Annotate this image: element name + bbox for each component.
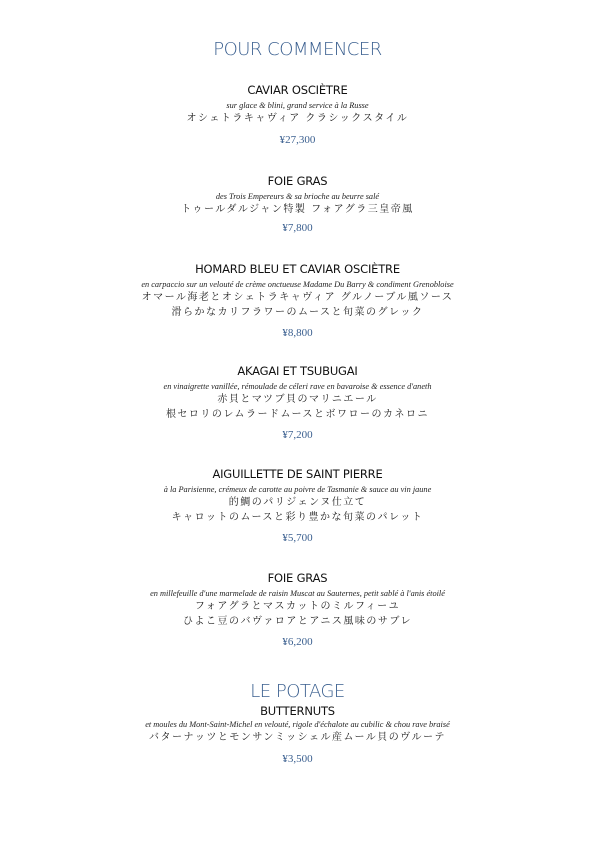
dish-description-japanese: 滑らかなカリフラワーのムースと旬菜のグレック (171, 307, 424, 318)
dish-price: ¥7,200 (282, 429, 313, 441)
dish-description-japanese: 根セロリのレムラードムースとボワローのカネロニ (165, 409, 430, 420)
dish-description-japanese: トゥールダルジャン特製 フォアグラ三皇帝風 (181, 204, 414, 215)
dish-price: ¥6,200 (282, 636, 313, 648)
dish-description-japanese: フォアグラとマスカットのミルフィーユ (194, 601, 401, 612)
dish-price: ¥3,500 (282, 753, 313, 765)
dish-name: FOIE GRAS (267, 571, 328, 585)
dish-description-french: à la Parisienne, crémeux de carotte au poivre de Tasmanie & sauce au vin jaune (163, 485, 432, 494)
dish-price: ¥7,800 (282, 222, 313, 234)
dish-butternuts (0, 704, 595, 766)
dish-price: ¥8,800 (282, 327, 313, 339)
dish-price: ¥5,700 (282, 532, 313, 544)
dish-description-french: en carpaccio sur un velouté de crème onctueuse Madame Du Barry & condiment Grenobloise (141, 280, 454, 289)
dish-description-japanese: バターナッツとモンサンミッシェル産ムール貝のヴルーテ (149, 732, 446, 743)
dish-name: CAVIAR OSCIÈTRE (247, 83, 348, 97)
dish-description-japanese: オシェトラキャヴィア クラシックスタイル (186, 113, 409, 124)
dish-description-japanese: 的鯛のパリジェンヌ仕立て (228, 497, 367, 508)
dish-foie-gras-1 (0, 174, 595, 235)
dish-description-french: en millefeuille d'une marmelade de raisin Muscat au Sauternes, petit sablé à l'anis étoilé (150, 589, 445, 598)
dish-description-french: en vinaigrette vanillée, rémoulade de céleri rave en bavaroise & essence d'aneth (163, 382, 432, 391)
section-title-le-potage: LE POTAGE (250, 681, 345, 702)
dish-name: FOIE GRAS (267, 174, 328, 188)
dish-name: BUTTERNUTS (260, 704, 335, 718)
dish-name: AIGUILLETTE DE SAINT PIERRE (212, 467, 383, 481)
dish-description-japanese: 赤貝とマツブ貝のマリニエール (217, 394, 378, 405)
dish-aiguillette-saint-pierre (0, 467, 595, 545)
dish-description-japanese: ひよこ豆のバヴァロアとアニス風味のサブレ (183, 616, 412, 627)
dish-description-japanese: オマール海老とオシェトラキャヴィア グルノーブル風ソース (141, 292, 454, 303)
dish-homard-bleu (0, 262, 595, 340)
section-title-pour-commencer: POUR COMMENCER (213, 39, 382, 60)
dish-foie-gras-2 (0, 571, 595, 649)
dish-name: HOMARD BLEU ET CAVIAR OSCIÈTRE (195, 262, 400, 276)
dish-akagai-tsubugai (0, 364, 595, 442)
dish-caviar-oscietre (0, 83, 595, 147)
dish-description-french: sur glace & blini, grand service à la Russe (226, 101, 369, 110)
dish-price: ¥27,300 (279, 134, 316, 146)
dish-description-french: et moules du Mont-Saint-Michel en velouté, rigole d'échalote au cubilic & chou rave braisé (145, 720, 450, 729)
dish-description-french: des Trois Empereurs & sa brioche au beurre salé (215, 192, 380, 201)
dish-name: AKAGAI ET TSUBUGAI (237, 364, 358, 378)
dish-description-japanese: キャロットのムースと彩り豊かな旬菜のパレット (171, 512, 424, 523)
